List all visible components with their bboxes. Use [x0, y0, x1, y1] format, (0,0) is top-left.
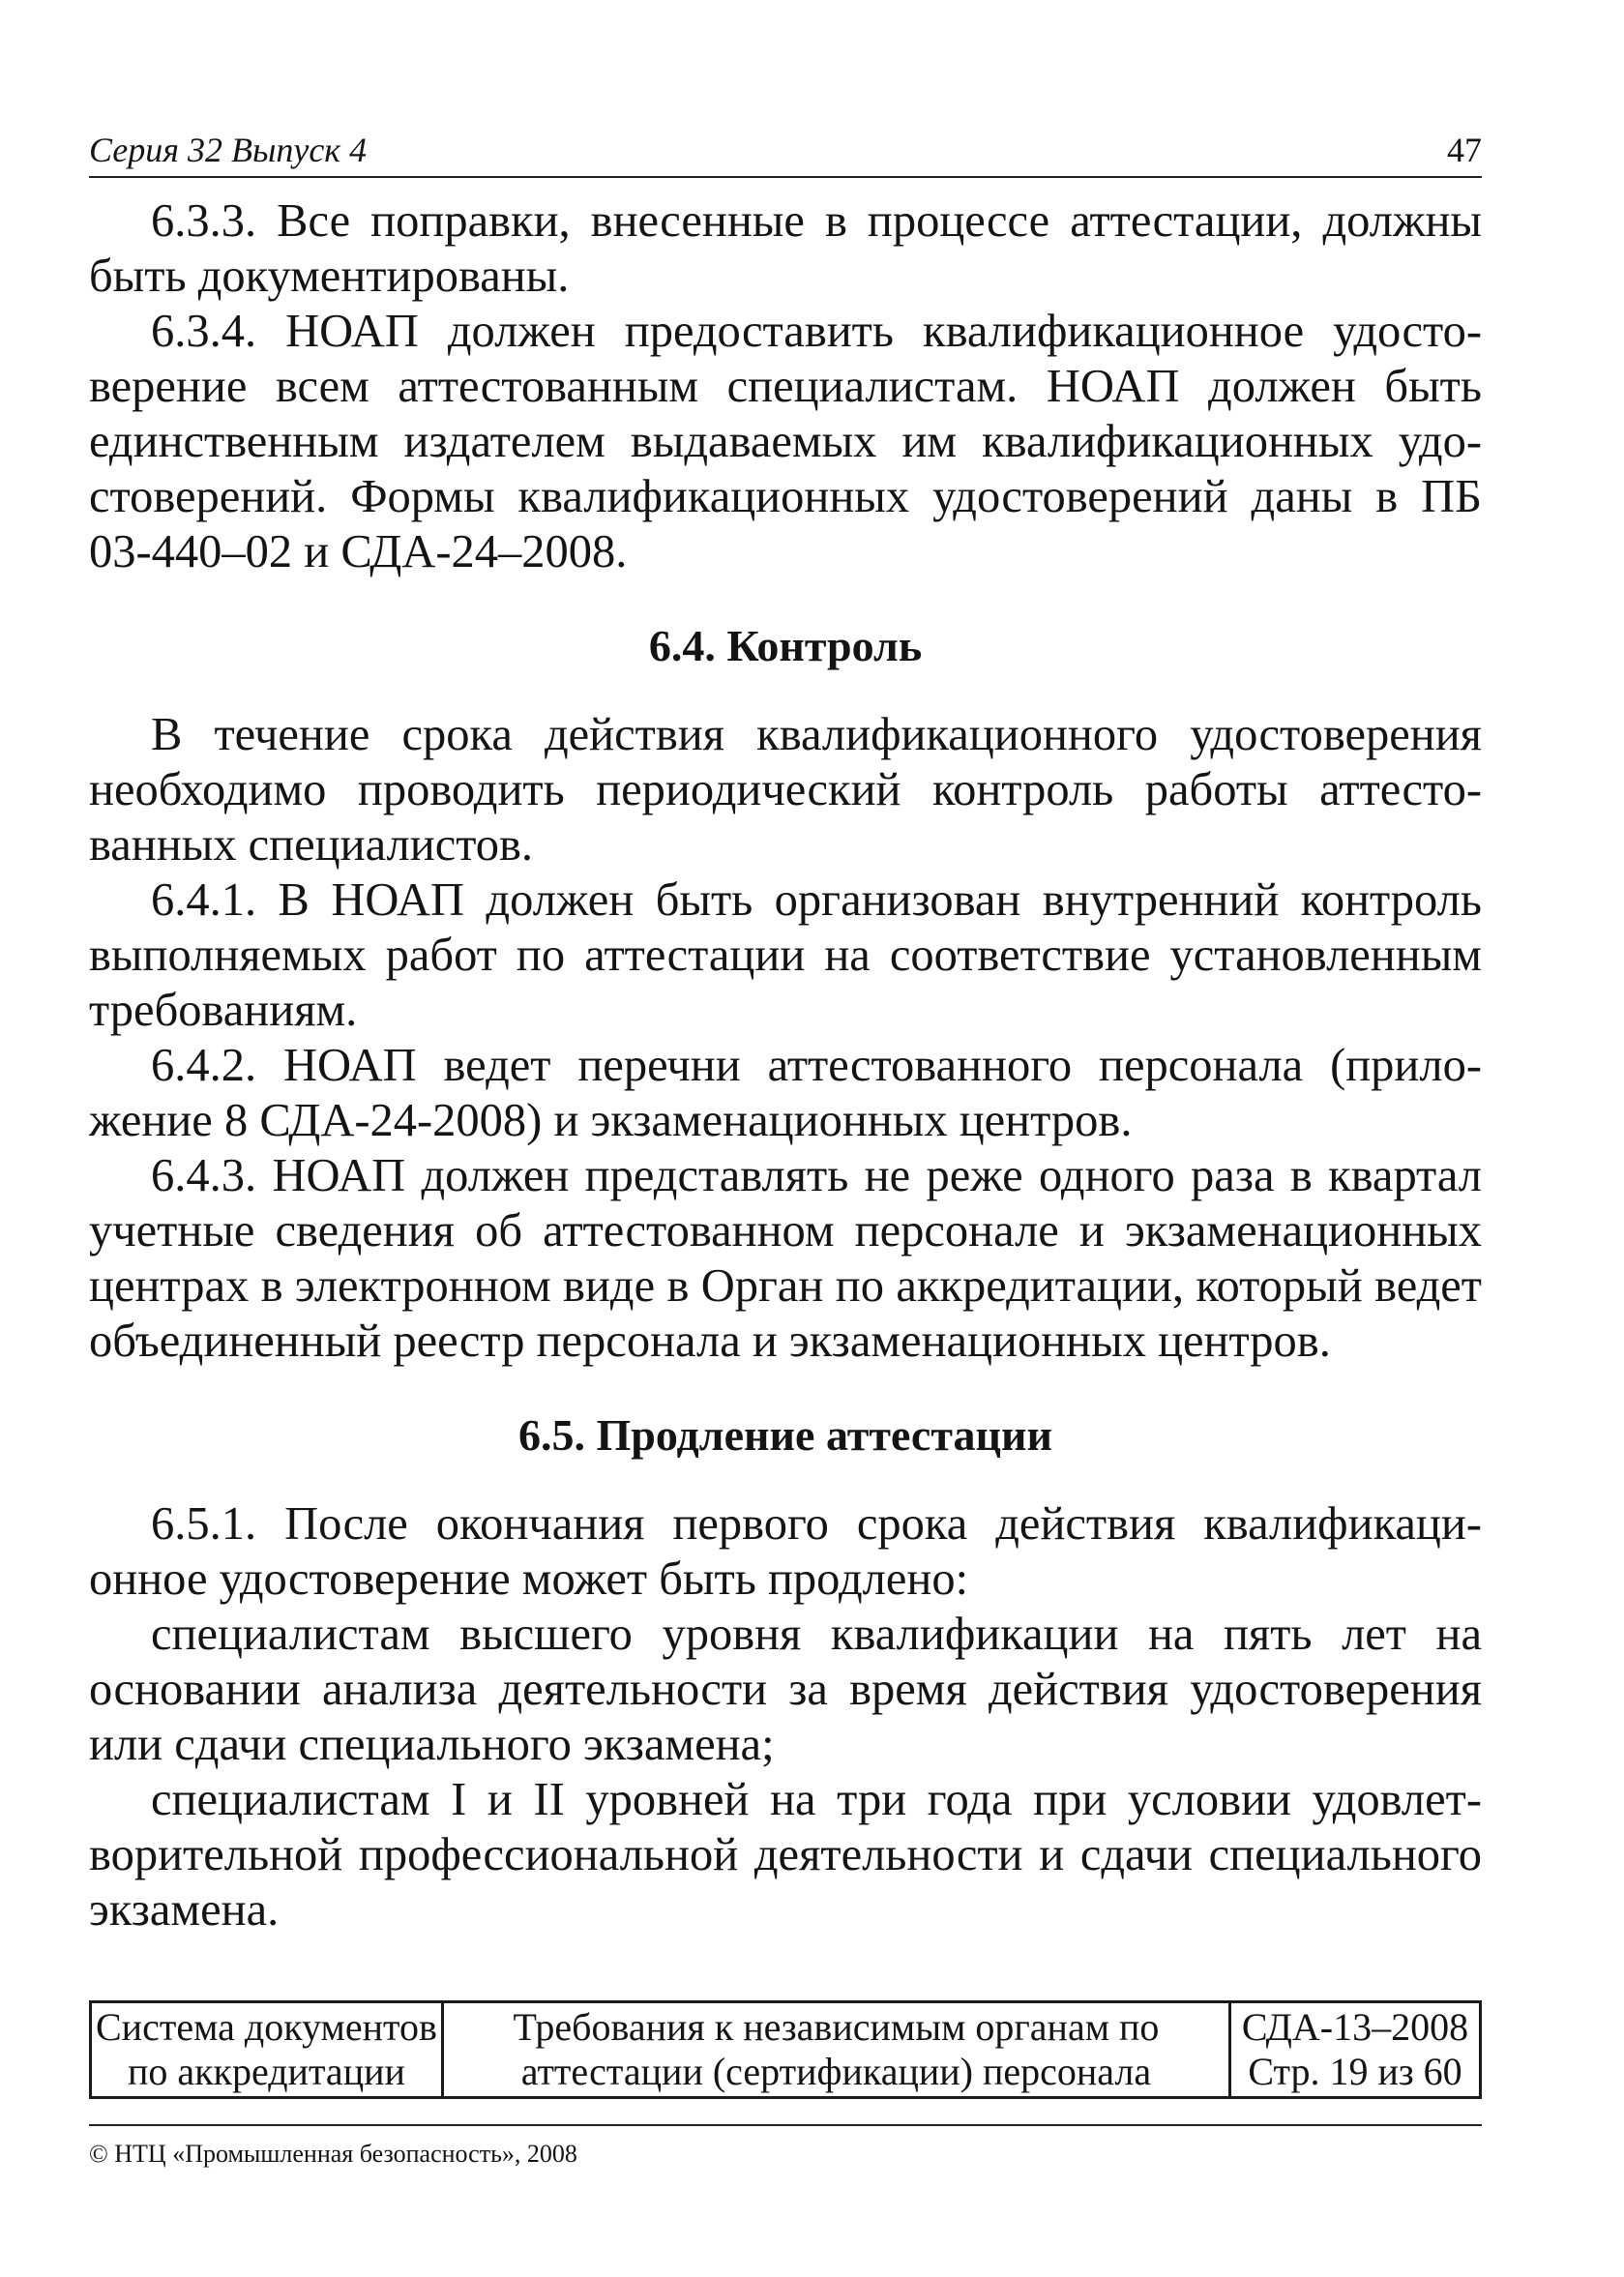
series-label: Серия 32 Выпуск 4 — [89, 131, 368, 169]
paragraph-higher-level: специалистам высшего уровня квалификации на пять лет на основании анализа деятельности за время действия удостоверения или сдачи специального экзамена; — [89, 1609, 1482, 1770]
footer-cell-doc-id — [1230, 2002, 1481, 2098]
footer-cell-line: Требования к независимым органам по — [513, 2005, 1160, 2049]
footer-cell-line: Система документов — [96, 2005, 437, 2049]
footer-cell-requirements — [442, 2002, 1229, 2098]
footer-cell-line: аттестации (сертификации) персонала — [520, 2050, 1152, 2093]
paragraph-6-4-2: 6.4.2. НОАП ведет перечни аттестованного персонала (приложение 8 СДА-24-2008) и экзаменационных центров. — [89, 1040, 1482, 1146]
footer-cell-line: Стр. 19 из 60 — [1248, 2050, 1462, 2093]
document-page — [89, 116, 1482, 1937]
document-footer-table — [89, 2000, 1482, 2099]
footer-cell-line: по аккредитации — [127, 2050, 405, 2093]
running-header — [89, 116, 1482, 178]
copyright-notice: © НТЦ «Промышленная безопасность», 2008 — [89, 2124, 1482, 2169]
section-heading-6-4: 6.4. Контроль — [648, 621, 923, 670]
paragraph-6-4-3: 6.4.3. НОАП должен представлять не реже одного раза в квартал учетные сведения об аттестованном персонале и экзаменационных центрах в электронном виде в Орган по аккредитации, который ведет объединенный реестр персонала и экзаменационных центров. — [89, 1150, 1482, 1367]
paragraph-6-3-3: 6.3.3. Все поправки, внесенные в процессе аттестации, должны быть документированы. — [89, 195, 1482, 302]
footer-cell-line: СДА-13–2008 — [1241, 2005, 1469, 2049]
document-body — [89, 193, 1482, 1937]
paragraph-6-3-4: 6.3.4. НОАП должен предоставить квалификационное удостоверение всем аттестованным специалистам. НОАП должен быть единственным издателем выдаваемых им квалификационных удостоверений. Формы квалификационных удостоверений даны в ПБ 03-440–02 и СДА-24–2008. — [89, 306, 1482, 577]
footer-table-row — [91, 2002, 1481, 2098]
paragraph-6-4-1: 6.4.1. В НОАП должен быть организован внутренний контроль выполняемых работ по аттестации на соответствие установленным требованиям. — [89, 874, 1482, 1036]
paragraph-levels-1-2: специалистам I и II уровней на три года при условии удовлетворительной профессиональной деятельности и сдачи специального экзамена. — [89, 1774, 1482, 1936]
footer-cell-system — [91, 2002, 443, 2098]
page-number: 47 — [1447, 131, 1482, 169]
paragraph-6-4-intro: В течение срока действия квалификационного удостоверения необходимо проводить периодический контроль работы аттестованных специалистов. — [89, 709, 1482, 871]
section-heading-6-5: 6.5. Продление аттестации — [517, 1410, 1053, 1460]
paragraph-6-5-1: 6.5.1. После окончания первого срока действия квалификационное удостоверение может быть продлено: — [89, 1498, 1482, 1605]
